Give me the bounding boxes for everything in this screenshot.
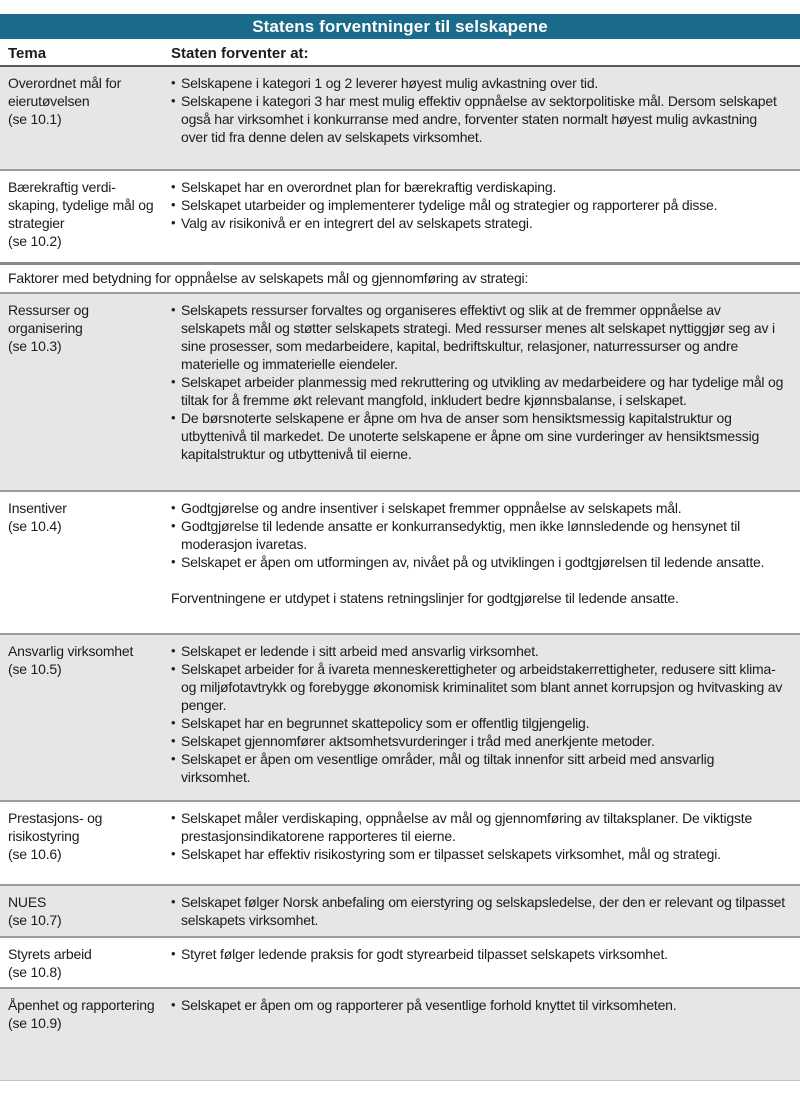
bullet-icon: •: [171, 215, 176, 230]
bullet-item: [171, 214, 786, 232]
bullet-item: [171, 945, 786, 963]
bullet-item: [171, 373, 786, 409]
bullet-icon: •: [171, 410, 176, 425]
bullet-icon: •: [171, 93, 176, 108]
bullet-icon: •: [171, 374, 176, 389]
bullet-item: [171, 732, 786, 750]
row-section-ref: (se 10.4): [8, 518, 62, 534]
expectations-cell: [171, 996, 800, 1074]
table-title: Statens forventninger til selskapene: [252, 17, 548, 36]
bullet-icon: •: [171, 500, 176, 515]
table-title-bar: [0, 14, 800, 39]
bullet-text: Selskapet har en begrunnet skattepolicy som er offentlig tilgjengelig.: [181, 715, 590, 731]
bullet-text: Selskapet arbeider planmessig med rekruttering og utvikling av medarbeidere og har tydelige mål og tiltak for å fremme økt relevant mangfold, inkludert bedre kjønnsbalanse, i selskapet.: [181, 374, 784, 408]
row-tema-label: Bærekraftig verdi-skaping, tydelige mål og strategier: [8, 179, 154, 231]
table-row: [0, 884, 800, 936]
row-section-ref: (se 10.7): [8, 912, 62, 928]
bullet-item: [171, 845, 786, 863]
bullet-item: [171, 92, 786, 146]
tema-cell: [8, 178, 171, 256]
table-row: [0, 987, 800, 1080]
table-row: [0, 490, 800, 633]
row-tema-label: Ressurser og organisering: [8, 302, 89, 336]
bullet-text: Selskapene i kategori 3 har mest mulig effektiv oppnåelse av sektorpolitiske mål. Dersom selskapet også har virksomhet i konkurranse med andre, forventer staten normalt høyest mulig avkastning over tid fra denne delen av selskapets virksomhet.: [181, 93, 777, 145]
section-divider-text: Faktorer med betydning for oppnåelse av selskapets mål og gjennomføring av strategi:: [8, 270, 529, 286]
row-tema-label: Prestasjons- og risikostyring: [8, 810, 103, 844]
bullet-icon: •: [171, 946, 176, 961]
bullet-item: [171, 809, 786, 845]
row-section-ref: (se 10.6): [8, 846, 62, 862]
bullet-item: [171, 74, 786, 92]
bullet-item: [171, 714, 786, 732]
tema-cell: [8, 74, 171, 163]
bullet-text: Selskapet har en overordnet plan for bærekraftig verdiskaping.: [181, 179, 557, 195]
tema-cell: [8, 945, 171, 981]
table-row: [0, 294, 800, 490]
bullet-text: Selskapet følger Norsk anbefaling om eierstyring og selskapsledelse, der den er relevant og tilpasset selskapets virksomhet.: [181, 894, 785, 928]
bullet-icon: •: [171, 179, 176, 194]
bullet-text: Selskapet er åpen om utformingen av, nivået på og utviklingen i godtgjørelsen til ledende ansatte.: [181, 554, 765, 570]
expectations-cell: [171, 301, 800, 484]
bullet-icon: •: [171, 846, 176, 861]
row-section-ref: (se 10.2): [8, 233, 62, 249]
row-tema-label: Styrets arbeid: [8, 946, 92, 962]
table-row: [0, 67, 800, 169]
tema-cell: [8, 499, 171, 627]
expectations-cell: [171, 642, 800, 794]
bullet-item: [171, 517, 786, 553]
bullet-item: [171, 553, 786, 571]
table-row: [0, 169, 800, 262]
bullet-text: Selskapet er åpen om vesentlige områder, mål og tiltak innenfor sitt arbeid med ansvarlig virksomhet.: [181, 751, 715, 785]
bullet-icon: •: [171, 894, 176, 909]
row-section-ref: (se 10.1): [8, 111, 62, 127]
row-section-ref: (se 10.3): [8, 338, 62, 354]
bullet-item: [171, 750, 786, 786]
expectations-cell: [171, 945, 800, 981]
bullet-text: Godtgjørelse til ledende ansatte er konkurransedyktig, men ikke lønnsledende og hensynet til moderasjon ivaretas.: [181, 518, 741, 552]
bullet-icon: •: [171, 751, 176, 766]
column-header-tema: Tema: [8, 45, 47, 62]
row-tema-label: NUES: [8, 894, 47, 910]
bullet-text: Selskapet gjennomfører aktsomhetsvurderinger i tråd med anerkjente metoder.: [181, 733, 655, 749]
table-row: [0, 936, 800, 987]
bullet-item: [171, 893, 786, 929]
bullet-text: Valg av risikonivå er en integrert del av selskapets strategi.: [181, 215, 533, 231]
bullet-text: Selskapets ressurser forvaltes og organiseres effektivt og slik at de fremmer oppnåelse av selskapets mål og støtter selskapets strategi. Med ressurser menes alt selskapet nyttiggjør seg av i sine prosesser, som medarbeidere, kapital, bedriftskultur, relasjoner, naturressurser og andre materielle og immaterielle eiendeler.: [181, 302, 775, 372]
tema-cell: [8, 893, 171, 930]
table-row: [0, 800, 800, 884]
bullet-icon: •: [171, 302, 176, 317]
expectations-cell: [171, 809, 800, 878]
tema-cell: [8, 642, 171, 794]
expectations-cell: [171, 178, 800, 256]
guideline-note: Forventningene er utdypet i statens retningslinjer for godtgjørelse til ledende ansatte.: [171, 590, 679, 606]
tema-cell: [8, 301, 171, 484]
bullet-icon: •: [171, 715, 176, 730]
bullet-item: [171, 660, 786, 714]
bullet-text: Styret følger ledende praksis for godt styrearbeid tilpasset selskapets virksomhet.: [181, 946, 668, 962]
bullet-item: [171, 499, 786, 517]
bullet-icon: •: [171, 197, 176, 212]
bullet-icon: •: [171, 733, 176, 748]
table-row: [0, 633, 800, 800]
bullet-text: Selskapet er åpen om og rapporterer på vesentlige forhold knyttet til virksomheten.: [181, 997, 677, 1013]
bullet-item: [171, 996, 786, 1014]
row-tema-label: Insentiver: [8, 500, 67, 516]
bullet-text: Selskapet har effektiv risikostyring som er tilpasset selskapets virksomhet, mål og strategi.: [181, 846, 721, 862]
bullet-text: De børsnoterte selskapene er åpne om hva de anser som hensiktsmessig kapitalstruktur og utbyttenivå til markedet. De unoterte selskapene er åpne om sine vurderinger av hensiktsmessig kapitalstruktur og utbyttenivå til eierne.: [181, 410, 760, 462]
bullet-item: [171, 642, 786, 660]
row-tema-label: Åpenhet og rapportering: [8, 997, 155, 1013]
table-body: [0, 67, 800, 1081]
row-section-ref: (se 10.5): [8, 661, 62, 677]
tema-cell: [8, 996, 171, 1074]
bullet-icon: •: [171, 518, 176, 533]
bullet-text: Selskapet utarbeider og implementerer tydelige mål og strategier og rapporterer på disse.: [181, 197, 718, 213]
column-header-expect: Staten forventer at:: [171, 45, 309, 62]
bullet-text: Selskapet måler verdiskaping, oppnåelse av mål og gjennomføring av tiltaksplaner. De viktigste prestasjonsindikatorene rapporteres til eierne.: [181, 810, 753, 844]
bullet-text: Godtgjørelse og andre insentiver i selskapet fremmer oppnåelse av selskapets mål.: [181, 500, 682, 516]
bullet-item: [171, 196, 786, 214]
bullet-text: Selskapet arbeider for å ivareta menneskerettigheter og arbeidstakerrettigheter, redusere sitt klima- og miljøfotavtrykk og forebygge økonomisk kriminalitet som blant annet korrupsjon og hvitvasking av penger.: [181, 661, 783, 713]
expectations-cell: [171, 893, 800, 930]
bullet-text: Selskapene i kategori 1 og 2 leverer høyest mulig avkastning over tid.: [181, 75, 599, 91]
expectations-cell: [171, 499, 800, 627]
expectations-cell: [171, 74, 800, 163]
bullet-icon: •: [171, 997, 176, 1012]
row-section-ref: (se 10.9): [8, 1015, 62, 1031]
bullet-text: Selskapet er ledende i sitt arbeid med ansvarlig virksomhet.: [181, 643, 539, 659]
bullet-item: [171, 301, 786, 373]
bullet-icon: •: [171, 554, 176, 569]
bullet-icon: •: [171, 75, 176, 90]
row-tema-label: Ansvarlig virksomhet: [8, 643, 134, 659]
bullet-item: [171, 178, 786, 196]
bullet-item: [171, 409, 786, 463]
bullet-icon: •: [171, 661, 176, 676]
bullet-icon: •: [171, 643, 176, 658]
row-section-ref: (se 10.8): [8, 964, 62, 980]
row-tema-label: Overordnet mål for eierutøvelsen: [8, 75, 122, 109]
tema-cell: [8, 809, 171, 878]
column-header-row: [0, 39, 800, 67]
bullet-icon: •: [171, 810, 176, 825]
section-divider: [0, 262, 800, 294]
